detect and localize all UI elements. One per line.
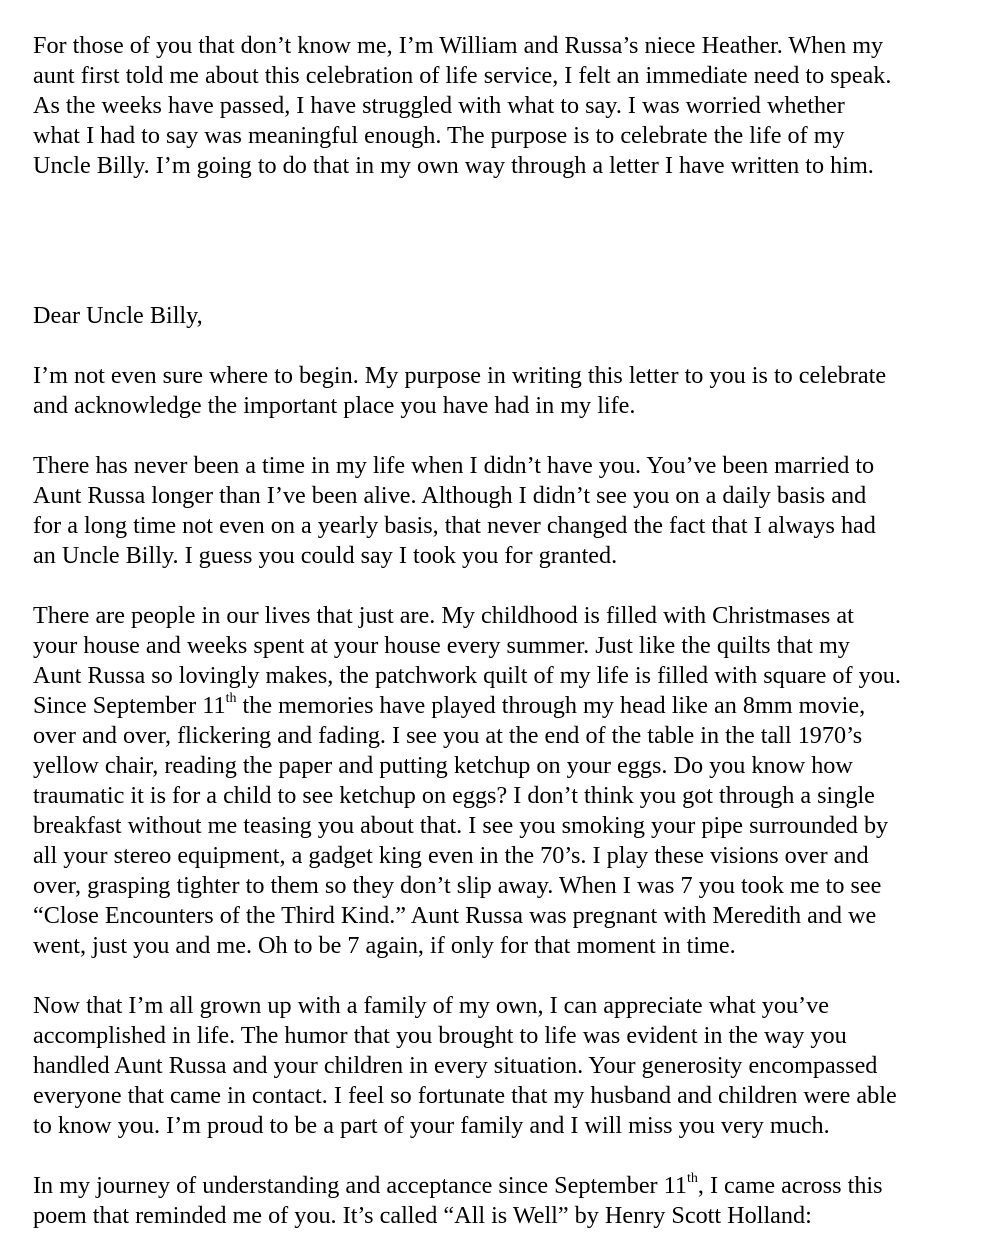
- paragraph-3: [33, 601, 973, 961]
- salutation: [33, 301, 973, 331]
- paragraph-5: [33, 1171, 973, 1231]
- paragraph-1: [33, 361, 973, 421]
- paragraph-line: everyone that came in contact. I feel so fortunate that my husband and children were able: [33, 1082, 897, 1109]
- paragraph-line: for a long time not even on a yearly basis, that never changed the fact that I always had: [33, 512, 876, 539]
- paragraph-line: your house and weeks spent at your house every summer. Just like the quilts that my: [33, 632, 850, 659]
- paragraph-line: over, grasping tighter to them so they don’t slip away. When I was 7 you took me to see: [33, 872, 882, 899]
- paragraph-2: [33, 451, 973, 571]
- paragraph-line: and acknowledge the important place you have had in my life.: [33, 392, 636, 419]
- section-spacer: [33, 271, 973, 301]
- paragraph-line: There are people in our lives that just are. My childhood is filled with Christmases at: [33, 602, 854, 629]
- paragraph-line: “Close Encounters of the Third Kind.” Aunt Russa was pregnant with Meredith and we: [33, 902, 877, 929]
- intro-line: aunt first told me about this celebration of life service, I felt an immediate need to speak.: [33, 62, 892, 89]
- paragraph-spacer: [33, 421, 973, 451]
- paragraph-line: an Uncle Billy. I guess you could say I took you for granted.: [33, 542, 618, 569]
- paragraph-line: Aunt Russa longer than I’ve been alive. Although I didn’t see you on a daily basis and: [33, 482, 867, 509]
- section-spacer: [33, 181, 973, 271]
- paragraph-line: to know you. I’m proud to be a part of your family and I will miss you very much.: [33, 1112, 830, 1139]
- paragraph-spacer: [33, 961, 973, 991]
- paragraph-spacer: [33, 571, 973, 601]
- intro-line: what I had to say was meaningful enough. The purpose is to celebrate the life of my: [33, 122, 845, 149]
- text-segment: , I came across this: [697, 1172, 883, 1199]
- paragraph-spacer: [33, 1141, 973, 1171]
- paragraph-line: over and over, flickering and fading. I see you at the end of the table in the tall 1970’s: [33, 722, 863, 749]
- ordinal-suffix: th: [686, 1170, 698, 1186]
- letter-document: [33, 31, 973, 1231]
- paragraph-line: all your stereo equipment, a gadget king even in the 70’s. I play these visions over and: [33, 842, 869, 869]
- intro-line: Uncle Billy. I’m going to do that in my own way through a letter I have written to him.: [33, 152, 874, 179]
- paragraph-line: traumatic it is for a child to see ketchup on eggs? I don’t think you got through a single: [33, 782, 875, 809]
- intro-line: For those of you that don’t know me, I’m William and Russa’s niece Heather. When my: [33, 32, 884, 59]
- paragraph-line: handled Aunt Russa and your children in every situation. Your generosity encompassed: [33, 1052, 878, 1079]
- paragraph-line: Now that I’m all grown up with a family of my own, I can appreciate what you’ve: [33, 992, 829, 1019]
- paragraph-line-september: [33, 691, 973, 721]
- ordinal-suffix: th: [225, 690, 237, 706]
- paragraph-line: went, just you and me. Oh to be 7 again, if only for that moment in time.: [33, 932, 736, 959]
- paragraph-line-september: [33, 1171, 973, 1201]
- paragraph-line: There has never been a time in my life when I didn’t have you. You’ve been married to: [33, 452, 875, 479]
- salutation-line: Dear Uncle Billy,: [33, 302, 203, 329]
- text-segment: the memories have played through my head like an 8mm movie,: [236, 692, 866, 719]
- intro-paragraph: [33, 31, 973, 181]
- paragraph-spacer: [33, 331, 973, 361]
- intro-line: As the weeks have passed, I have struggled with what to say. I was worried whether: [33, 92, 845, 119]
- paragraph-line: accomplished in life. The humor that you brought to life was evident in the way you: [33, 1022, 847, 1049]
- text-segment: In my journey of understanding and acceptance since September 11: [33, 1172, 687, 1199]
- text-segment: Since September 11: [33, 692, 226, 719]
- paragraph-line: poem that reminded me of you. It’s called “All is Well” by Henry Scott Holland:: [33, 1202, 812, 1229]
- paragraph-line: breakfast without me teasing you about that. I see you smoking your pipe surrounded by: [33, 812, 889, 839]
- paragraph-line: Aunt Russa so lovingly makes, the patchwork quilt of my life is filled with square of you.: [33, 662, 901, 689]
- paragraph-line: I’m not even sure where to begin. My purpose in writing this letter to you is to celebrate: [33, 362, 887, 389]
- paragraph-4: [33, 991, 973, 1141]
- paragraph-line: yellow chair, reading the paper and putting ketchup on your eggs. Do you know how: [33, 752, 853, 779]
